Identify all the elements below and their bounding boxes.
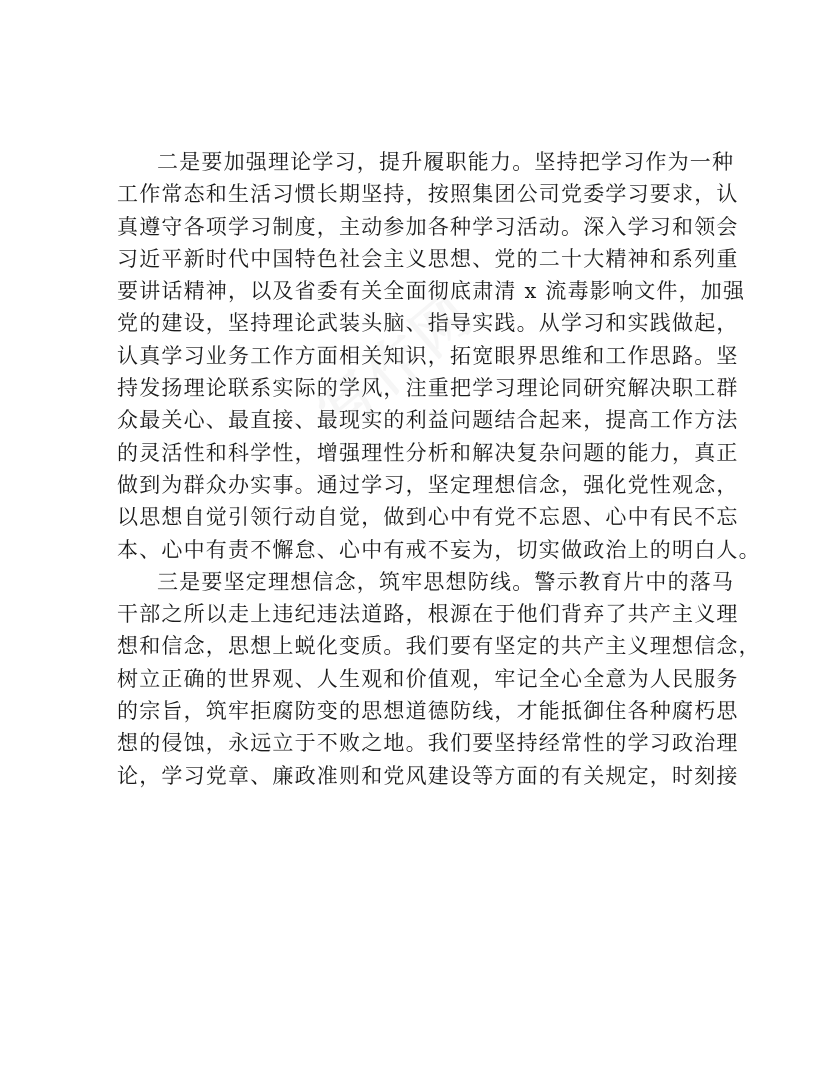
paragraph-line: 三是要坚定理想信念，筑牢思想防线。警示教育片中的落马 bbox=[157, 569, 735, 594]
paragraph-line: 的灵活性和科学性，增强理性分析和解决复杂问题的能力，真正 bbox=[117, 440, 739, 465]
paragraph-line: 习近平新时代中国特色社会主义思想、党的二十大精神和系列重 bbox=[117, 246, 739, 271]
paragraph-line: 做到为群众办实事。通过学习，坚定理想信念，强化党性观念， bbox=[117, 472, 739, 497]
paragraph-line: 的宗旨，筑牢拒腐防变的思想道德防线，才能抵御住各种腐朽思 bbox=[117, 699, 739, 724]
paragraph-line: 二是要加强理论学习，提升履职能力。坚持把学习作为一种 bbox=[157, 150, 735, 174]
paragraph-line: 要讲话精神，以及省委有关全面彻底肃清 x 流毒影响文件，加强 bbox=[117, 279, 746, 304]
paragraph-line: 以思想自觉引领行动自觉，做到心中有党不忘恩、心中有民不忘 bbox=[117, 505, 739, 530]
paragraph-line: 本、心中有责不懈怠、心中有戒不妄为，切实做政治上的明白人。 bbox=[117, 537, 761, 562]
paragraph-line: 真遵守各项学习制度，主动参加各种学习活动。深入学习和领会 bbox=[117, 214, 739, 239]
paragraph-line: 树立正确的世界观、人生观和价值观，牢记全心全意为人民服务 bbox=[117, 666, 739, 691]
paragraph-line: 持发扬理论联系实际的学风，注重把学习理论同研究解决职工群 bbox=[117, 376, 739, 401]
paragraph-line: 想的侵蚀，永远立于不败之地。我们要坚持经常性的学习政治理 bbox=[117, 731, 739, 756]
paragraph-line: 党的建设，坚持理论武装头脑、指导实践。从学习和实践做起， bbox=[117, 311, 739, 336]
paragraph-line: 干部之所以走上违纪违法道路，根源在于他们背弃了共产主义理 bbox=[117, 602, 739, 627]
paragraph-line: 认真学习业务工作方面相关知识，拓宽眼界思维和工作思路。坚 bbox=[117, 343, 739, 368]
paragraph-line: 想和信念，思想上蜕化变质。我们要有坚定的共产主义理想信念， bbox=[117, 634, 761, 659]
body-text bbox=[117, 146, 761, 792]
paragraph-line: 论，学习党章、廉政准则和党风建设等方面的有关规定，时刻接 bbox=[117, 763, 739, 788]
paragraph-line: 众最关心、最直接、最现实的利益问题结合起来，提高工作方法 bbox=[117, 408, 739, 433]
paragraph-line: 工作常态和生活习惯长期坚持，按照集团公司党委学习要求，认 bbox=[117, 182, 739, 207]
